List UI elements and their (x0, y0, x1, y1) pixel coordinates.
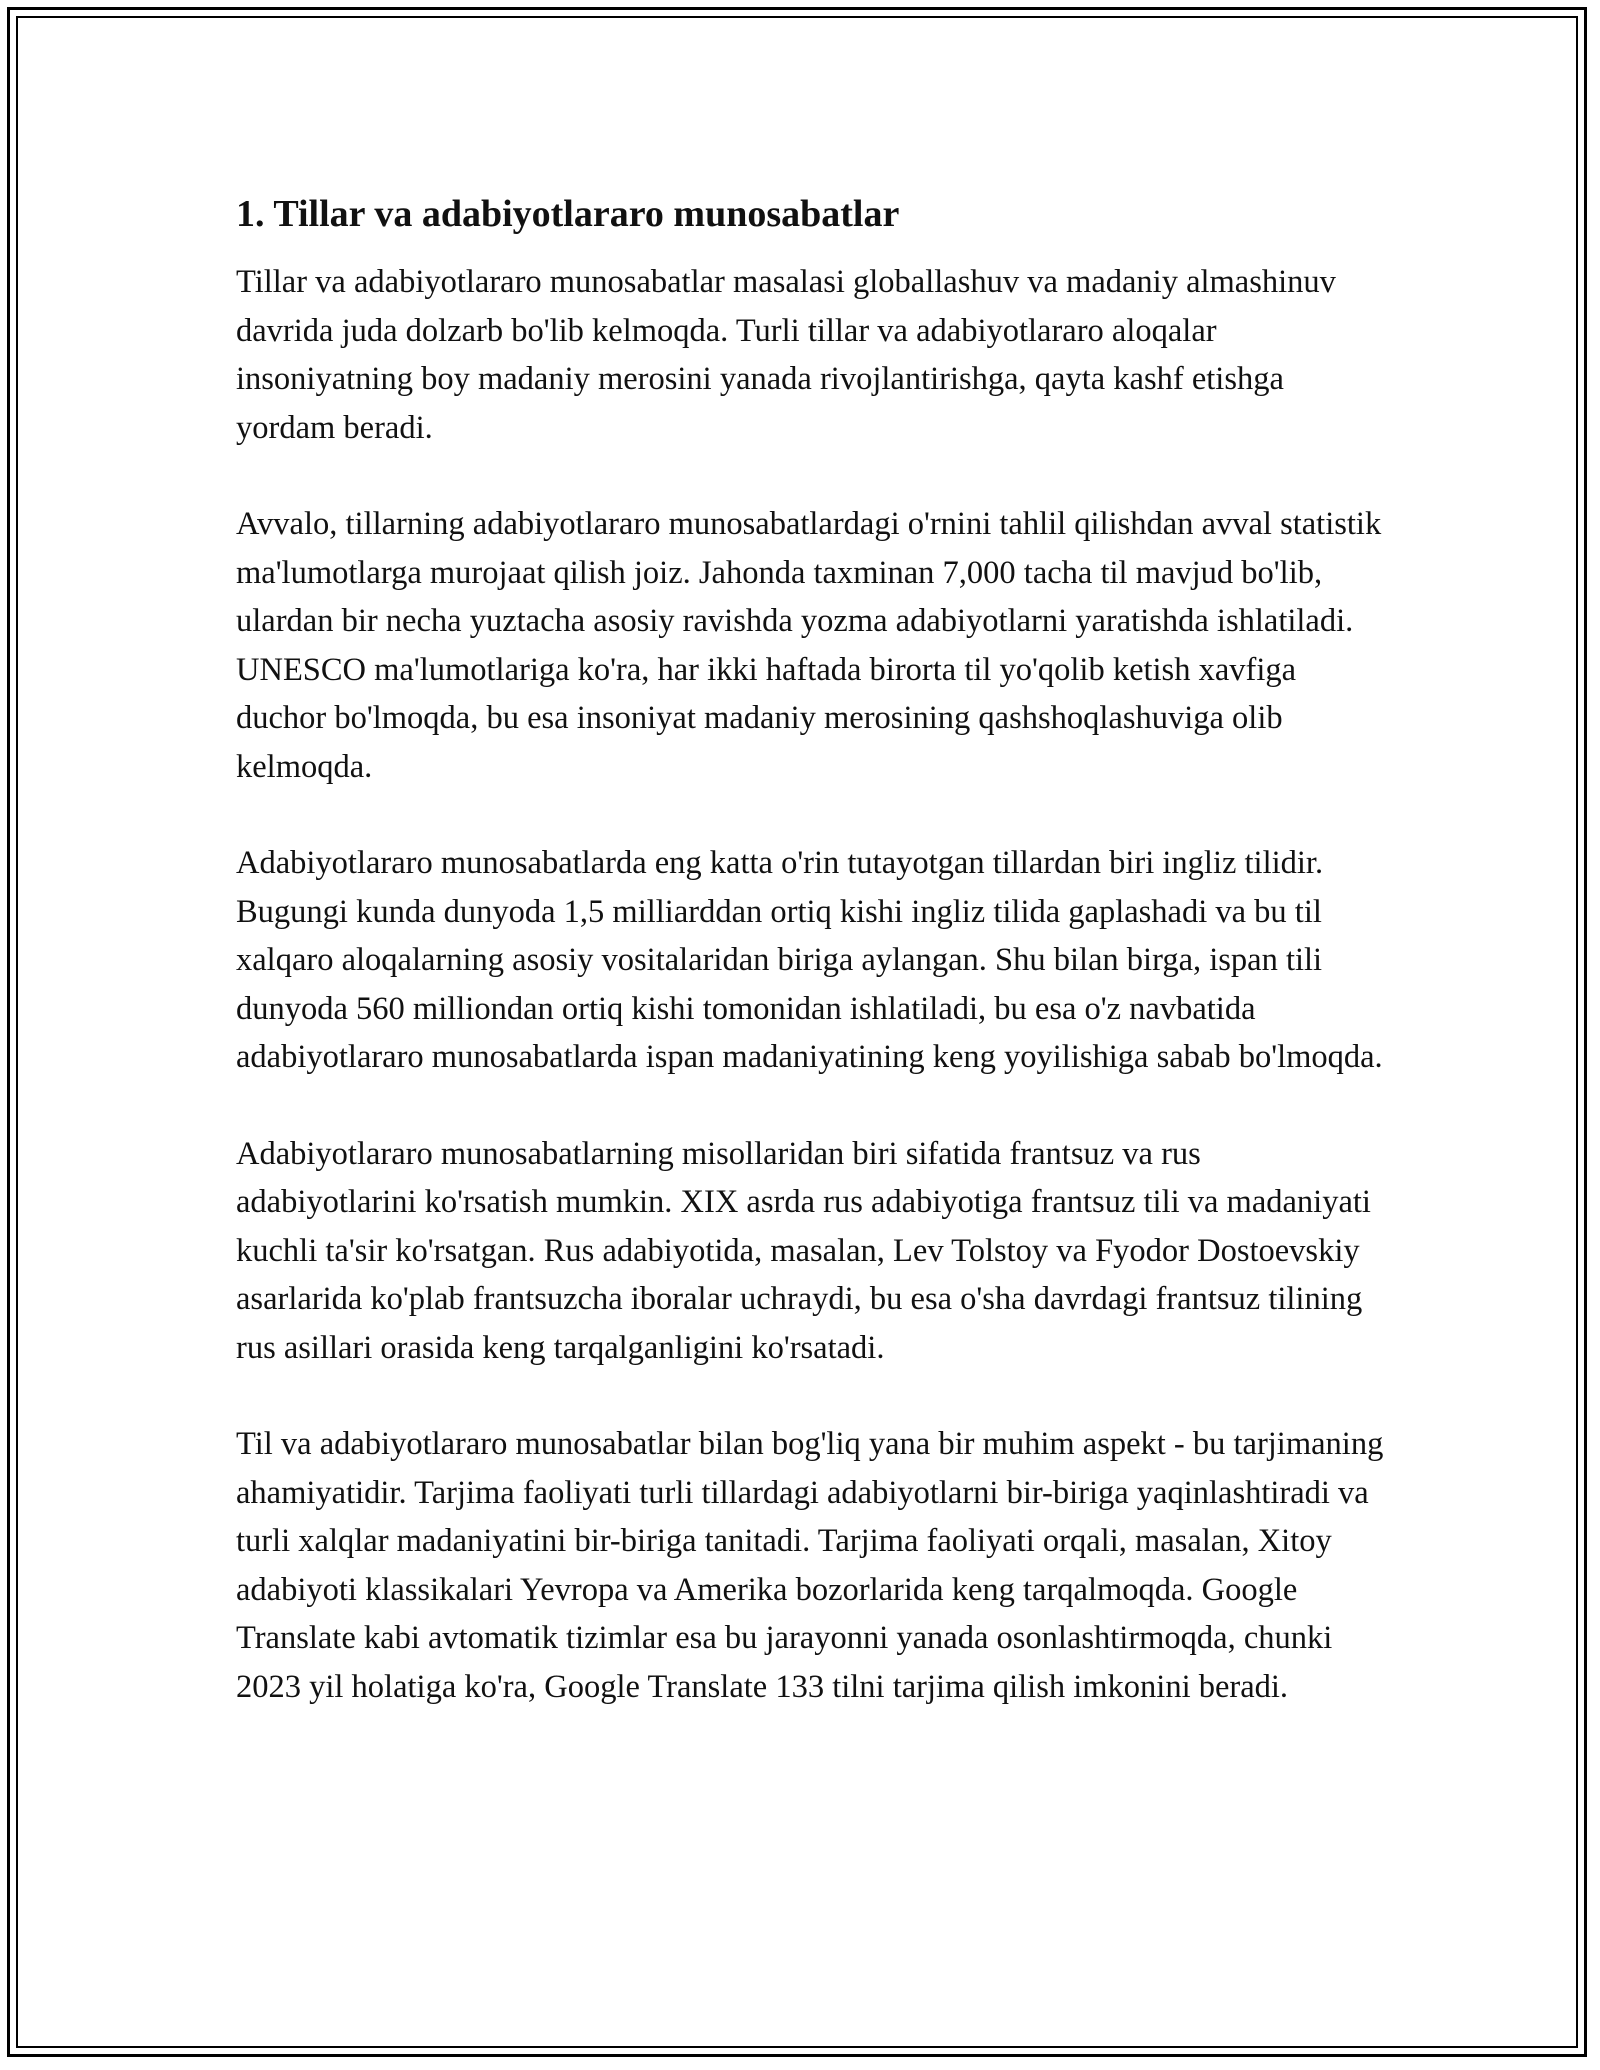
paragraph-2: Avvalo, tillarning adabiyotlararo munosabatlardagi o'rnini tahlil qilishdan avval statistik ma'lumotlarga murojaat qilish joiz. Jahonda taxminan 7,000 tacha til mavjud bo'lib, ulardan bir necha yuztacha asosiy ravishda yozma adabiyotlarni yaratishda ishlatiladi. UNESCO ma'lumotlariga ko'ra, har ikki haftada birorta til yo'qolib ketish xavfiga duchor bo'lmoqda, bu esa insoniyat madaniy merosining qashshoqlashuviga olib kelmoqda. (236, 506, 1382, 785)
section-heading: 1. Tillar va adabiyotlararo munosabatlar (236, 193, 900, 235)
paragraph-1: Tillar va adabiyotlararo munosabatlar masalasi globallashuv va madaniy almashinuv davrida juda dolzarb bo'lib kelmoqda. Turli tillar va adabiyotlararo aloqalar insoniyatning boy madaniy merosini yanada rivojlantirishga, qayta kashf etishga yordam beradi. (236, 264, 1336, 446)
paragraph-3: Adabiyotlararo munosabatlarda eng katta o'rin tutayotgan tillardan biri ingliz tilidir. Bugungi kunda dunyoda 1,5 milliarddan ortiq kishi ingliz tilida gaplashadi va bu til xalqaro aloqalarning asosiy vositalaridan biriga aylangan. Shu bilan birga, ispan tili dunyoda 560 milliondan ortiq kishi tomonidan ishlatiladi, bu esa o'z navbatida adabiyotlararo munosabatlarda ispan madaniyatining keng yoyilishiga sabab bo'lmoqda. (236, 845, 1383, 1075)
document-body (236, 186, 1386, 1759)
paragraph-4: Adabiyotlararo munosabatlarning misollaridan biri sifatida frantsuz va rus adabiyotlarini ko'rsatish mumkin. XIX asrda rus adabiyotiga frantsuz tili va madaniyati kuchli ta'sir ko'rsatgan. Rus adabiyotida, masalan, Lev Tolstoy va Fyodor Dostoevskiy asarlarida ko'plab frantsuzcha iboralar uchraydi, bu esa o'sha davrdagi frantsuz tilining rus asillari orasida keng tarqalganligini ko'rsatadi. (236, 1135, 1371, 1366)
paragraph-5: Til va adabiyotlararo munosabatlar bilan bog'liq yana bir muhim aspekt - bu tarjimaning ahamiyatidir. Tarjima faoliyati turli tillardagi adabiyotlarni bir-biriga yaqinlashtiradi va turli xalqlar madaniyatini bir-biriga tanitadi. Tarjima faoliyati orqali, masalan, Xitoy adabiyoti klassikalari Yevropa va Amerika bozorlarida keng tarqalmoqda. Google Translate kabi avtomatik tizimlar esa bu jarayonni yanada osonlashtirmoqda, chunki 2023 yil holatiga ko'ra, Google Translate 133 tilni tarjima qilish imkonini beradi. (236, 1426, 1384, 1705)
